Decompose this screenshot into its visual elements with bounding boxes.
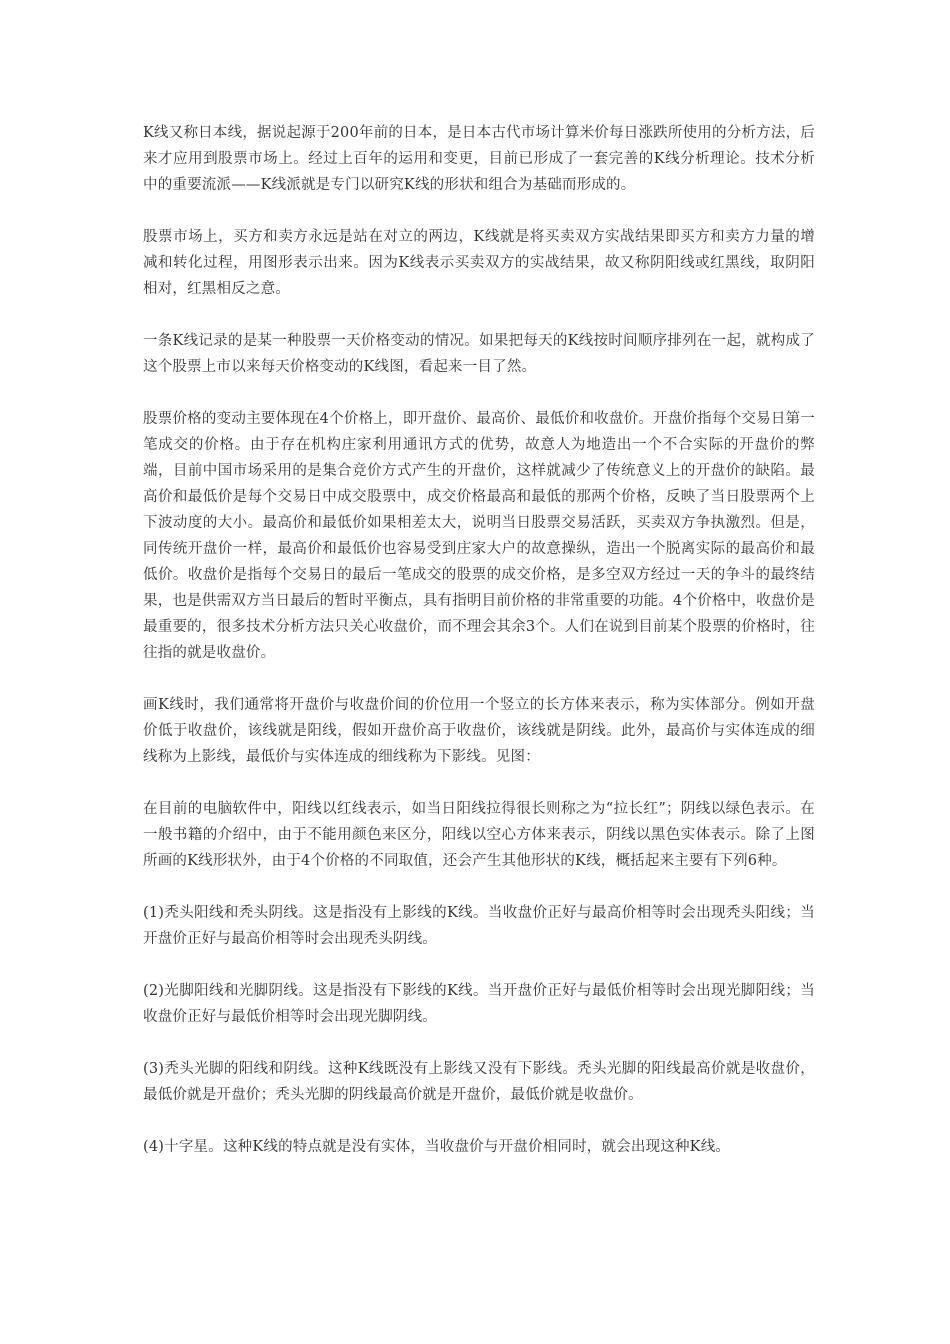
paragraph-type-2: (2)光脚阳线和光脚阴线。这是指没有下影线的K线。当开盘价正好与最低价相等时会出现光脚阳线；当收盘价正好与最低价相等时会出现光脚阴线。 [143, 983, 815, 1025]
paragraph-daily-record: 一条K线记录的是某一种股票一天价格变动的情况。如果把每天的K线按时间顺序排列在一起，就构成了这个股票上市以来每天价格变动的K线图，看起来一目了然。 [143, 333, 815, 375]
document-body [143, 120, 815, 1186]
paragraph-type-3: (3)秃头光脚的阳线和阴线。这种K线既没有上影线又没有下影线。秃头光脚的阳线最高价就是收盘价，最低价就是开盘价；秃头光脚的阴线最高价就是开盘价，最低价就是收盘价。 [143, 1061, 815, 1103]
paragraph-type-4: (4)十字星。这种K线的特点就是没有实体，当收盘价与开盘价相同时，就会出现这种K线。 [143, 1139, 731, 1155]
paragraph-buyers-sellers: 股票市场上，买方和卖方永远是站在对立的两边，K线就是将买卖双方实战结果即买方和卖方力量的增减和转化过程，用图形表示出来。因为K线表示买卖双方的实战结果，故又称阴阳线或红黑线，取阴阳相对，红黑相反之意。 [143, 229, 815, 297]
paragraph-drawing-k-line: 画K线时，我们通常将开盘价与收盘价间的价位用一个竖立的长方体来表示，称为实体部分。例如开盘价低于收盘价，该线就是阳线，假如开盘价高于收盘价，该线就是阴线。此外，最高价与实体连成的细线称为上影线，最低价与实体连成的细线称为下影线。见图： [143, 697, 815, 765]
paragraph-type-1: (1)秃头阳线和秃头阴线。这是指没有上影线的K线。当收盘价正好与最高价相等时会出现秃头阳线；当开盘价正好与最高价相等时会出现秃头阴线。 [143, 905, 815, 947]
paragraph-software-colors: 在目前的电脑软件中，阳线以红线表示，如当日阳线拉得很长则称之为“拉长红”；阴线以绿色表示。在一般书籍的介绍中，由于不能用颜色来区分，阳线以空心方体来表示，阴线以黑色实体表示。除了上图所画的K线形状外，由于4个价格的不同取值，还会产生其他形状的K线，概括起来主要有下列6种。 [143, 801, 815, 869]
paragraph-intro: K线又称日本线，据说起源于200年前的日本，是日本古代市场计算米价每日涨跌所使用的分析方法，后来才应用到股票市场上。经过上百年的运用和变更，目前已形成了一套完善的K线分析理论。技术分析中的重要流派——K线派就是专门以研究K线的形状和组合为基础而形成的。 [143, 125, 815, 193]
paragraph-four-prices: 股票价格的变动主要体现在4个价格上，即开盘价、最高价、最低价和收盘价。开盘价指每个交易日第一笔成交的价格。由于存在机构庄家利用通讯方式的优势，故意人为地造出一个不合实际的开盘价的弊端，目前中国市场采用的是集合竞价方式产生的开盘价，这样就减少了传统意义上的开盘价的缺陷。最高价和最低价是每个交易日中成交股票中，成交价格最高和最低的那两个价格，反映了当日股票两个上下波动度的大小。最高价和最低价如果相差太大，说明当日股票交易活跃，买卖双方争执激烈。但是，同传统开盘价一样，最高价和最低价也容易受到庄家大户的故意操纵，造出一个脱离实际的最高价和最低价。收盘价是指每个交易日的最后一笔成交的股票的成交价格，是多空双方经过一天的争斗的最终结果，也是供需双方当日最后的暂时平衡点，具有指明目前价格的非常重要的功能。4个价格中，收盘价是最重要的，很多技术分析方法只关心收盘价，而不理会其余3个。人们在说到目前某个股票的价格时，往往指的就是收盘价。 [143, 411, 815, 661]
